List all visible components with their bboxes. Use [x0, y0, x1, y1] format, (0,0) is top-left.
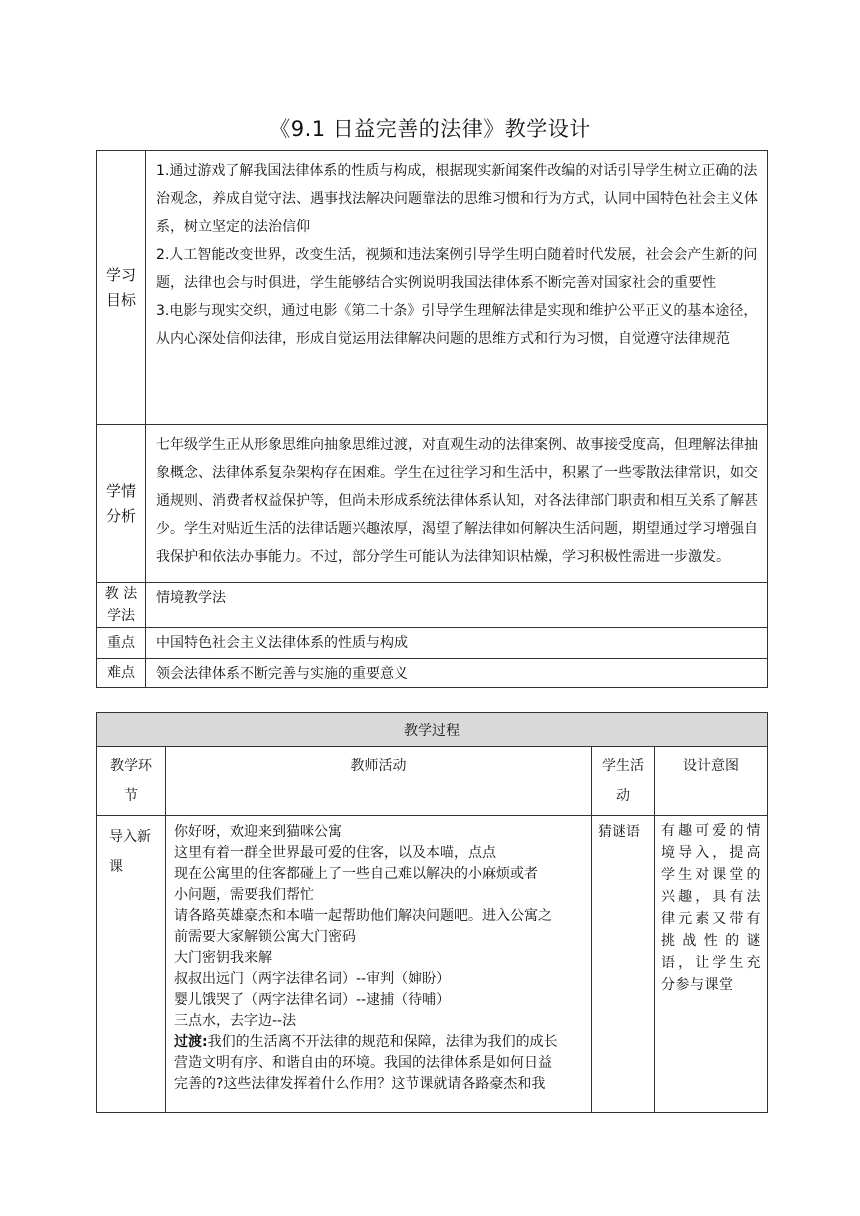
transition-label: 过渡:	[174, 1034, 208, 1050]
goal-item-3: 3.电影与现实交织，通过电影《第二十条》引导学生理解法律是实现和维护公平正义的基本途径，从内心深处信仰法律，形成自觉运用法律解决问题的思维方式和行为习惯，自觉遵守法律规范	[156, 303, 758, 347]
focus-row	[97, 628, 768, 659]
document-title: 《9.1 日益完善的法律》教学设计	[269, 117, 591, 141]
goal-item-1: 1.通过游戏了解我国法律体系的性质与构成，根据现实新闻案件改编的对话引导学生树立正确的法治观念，养成自觉守法、遇事找法解决问题靠法的思维习惯和行为方式，认同中国特色社会主义体系，树立坚定的法治信仰	[156, 163, 758, 235]
process-header: 教学过程	[97, 713, 768, 747]
process-row-intro	[97, 816, 768, 1113]
goal-item-2: 2.人工智能改变世界，改变生活，视频和违法案例引导学生明白随着时代发展，社会会产生新的问题，法律也会与时俱进，学生能够结合实例说明我国法律体系不断完善对国家社会的重要性	[156, 247, 758, 291]
method-row	[97, 583, 768, 628]
method-label: 教 法 学法	[97, 583, 146, 628]
difficulty-label: 难点	[97, 659, 146, 688]
teaching-process-table	[96, 712, 768, 1113]
method-content: 情境教学法	[146, 583, 768, 628]
column-header-row	[97, 747, 768, 816]
focus-label: 重点	[97, 628, 146, 659]
situation-content: 七年级学生正从形象思维向抽象思维过渡，对直观生动的法律案例、故事接受度高，但理解法律抽象概念、法律体系复杂架构存在困难。学生在过往学习和生活中，积累了一些零散法律常识，如交通规则、消费者权益保护等，但尚未形成系统法律体系认知，对各法律部门职责和相互关系了解甚少。学生对贴近生活的法律话题兴趣浓厚，渴望了解法律如何解决生活问题，期望通过学习增强自我保护和依法办事能力。不过，部分学生可能认为法律知识枯燥，学习积极性需进一步激发。	[146, 425, 768, 583]
process-header-row	[97, 713, 768, 747]
difficulty-row	[97, 659, 768, 688]
col-purpose: 设计意图	[655, 747, 768, 816]
goals-row	[97, 151, 768, 425]
col-teacher: 教师活动	[166, 747, 592, 816]
col-stage: 教学环 节	[97, 747, 166, 816]
goals-label: 学习 目标	[97, 151, 146, 425]
lesson-info-table	[96, 150, 768, 688]
goals-content	[146, 151, 768, 425]
design-purpose-cell: 有趣可爱的情境导入，提高学生对课堂的兴趣，具有法律元素又带有挑战性的谜语，让学生充分参与课堂	[655, 816, 768, 1113]
focus-content: 中国特色社会主义法律体系的性质与构成	[146, 628, 768, 659]
difficulty-content: 领会法律体系不断完善与实施的重要意义	[146, 659, 768, 688]
student-activity-cell: 猜谜语	[592, 816, 655, 1113]
stage-cell: 导入新课	[97, 816, 166, 1113]
col-student: 学生活 动	[592, 747, 655, 816]
teacher-activity-cell: 你好呀，欢迎来到猫咪公寓 这里有着一群全世界最可爱的住客，以及本喵，点点 现在公寓里的住客都碰上了一些自己难以解决的小麻烦或者 小问题，需要我们帮忙 请各路英雄豪杰和本喵一起帮助他们解决问题吧。进入公寓之 前需要大家解锁公寓大门密码 大门密钥我来解 叔叔出远门（两字法律名词）--审判（婶盼） 婴儿饿哭了（两字法律名词）--逮捕（待哺） 三点水，去字边--法 过渡:我们的生活离不开法律的规范和保障，法律为我们的成长 营造文明有序、和谐自由的环境。我国的法律体系是如何日益 完善的?这些法律发挥着什么作用？这节课就请各路豪杰和我	[166, 816, 592, 1113]
situation-row	[97, 425, 768, 583]
situation-label: 学情 分析	[97, 425, 146, 583]
